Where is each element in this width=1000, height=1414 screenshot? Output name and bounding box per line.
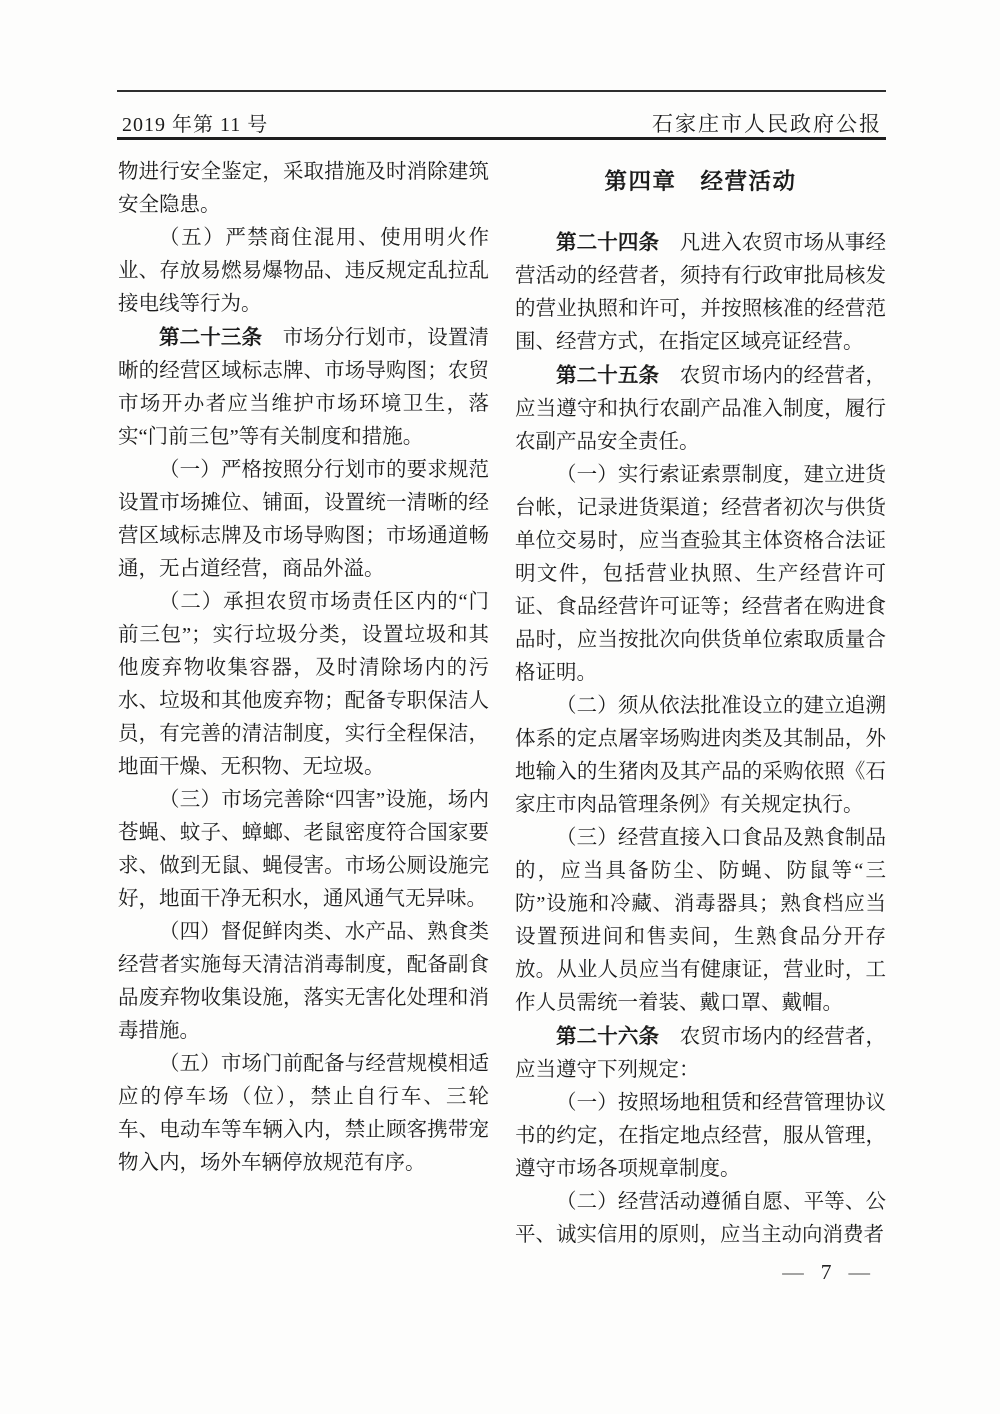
page-footer [782, 1260, 870, 1285]
paragraph: 第二十五条 农贸市场内的经营者，应当遵守和执行农副产品准入制度，履行农副产品安全责任。 [515, 364, 887, 453]
gazette-title: 石家庄市人民政府公报 [652, 112, 882, 136]
paragraph: 第二十六条 农贸市场内的经营者，应当遵守下列规定： [515, 1025, 887, 1081]
paragraph: （二）须从依法批准设立的建立追溯体系的定点屠宰场购进肉类及其制品，外地输入的生猪肉及其产品的采购依照《石家庄市肉品管理条例》有关规定执行。 [515, 695, 886, 816]
right-column-body [515, 226, 886, 1252]
article-number: 第二十四条 [556, 231, 660, 254]
left-column [118, 153, 489, 1252]
paragraph: （二）承担农贸市场责任区内的“门前三包”；实行垃圾分类，设置垃圾和其他废弃物收集容器，及时清除场内的污水、垃圾和其他废弃物；配备专职保洁人员，有完善的清洁制度，实行全程保洁，地面干燥、无积物、无垃圾。 [118, 591, 489, 778]
paragraph: （一）按照场地租赁和经营管理协议书的约定，在指定地点经营，服从管理，遵守市场各项规章制度。 [515, 1092, 886, 1180]
paragraph: （三）经营直接入口食品及熟食制品的，应当具备防尘、防蝇、防鼠等“三防”设施和冷藏、消毒器具；熟食档应当设置预进间和售卖间，生熟食品分开存放。从业人员应当有健康证，营业时，工作人员需统一着装、戴口罩、戴帽。 [515, 827, 886, 1014]
paragraph: （五）市场门前配备与经营规模相适应的停车场（位），禁止自行车、三轮车、电动车等车辆入内，禁止顾客携带宠物入内，场外车辆停放规范有序。 [118, 1053, 489, 1174]
content-columns [118, 153, 886, 1252]
running-head [122, 108, 882, 138]
paragraph: （一）严格按照分行划市的要求规范设置市场摊位、铺面，设置统一清晰的经营区域标志牌及市场导购图；市场通道畅通，无占道经营，商品外溢。 [118, 459, 489, 580]
article-number: 第二十六条 [556, 1025, 660, 1048]
paragraph: 第二十四条 凡进入农贸市场从事经营活动的经营者，须持有行政审批局核发的营业执照和许可，并按照核准的经营范围、经营方式，在指定区域亮证经营。 [515, 231, 887, 353]
paragraph: （二）经营活动遵循自愿、平等、公平、诚实信用的原则，应当主动向消费者 [515, 1191, 886, 1246]
chapter-heading: 第四章 经营活动 [604, 169, 797, 194]
footer-dash-left: — [782, 1260, 804, 1284]
paragraph: （四）督促鲜肉类、水产品、熟食类经营者实施每天清洁消毒制度，配备副食品废弃物收集设施，落实无害化处理和消毒措施。 [118, 921, 489, 1042]
paragraph: （五）严禁商住混用、使用明火作业、存放易燃易爆物品、违反规定乱拉乱接电线等行为。 [118, 227, 489, 315]
paragraph: 第二十三条 市场分行划市，设置清晰的经营区域标志牌、市场导购图；农贸市场开办者应当维护市场环境卫生，落实“门前三包”等有关制度和措施。 [118, 326, 490, 448]
footer-dash-right: — [848, 1260, 870, 1284]
header-top-rule [117, 90, 886, 92]
page-number: 7 [820, 1260, 832, 1284]
article-number: 第二十五条 [556, 364, 660, 387]
paragraph: （一）实行索证索票制度，建立进货台帐，记录进货渠道；经营者初次与供货单位交易时，应当查验其主体资格合法证明文件，包括营业执照、生产经营许可证、食品经营许可证等；经营者在购进食品时，应当按批次向供货单位索取质量合格证明。 [515, 464, 886, 684]
header-bottom-rule [117, 137, 886, 140]
issue-label: 2019 年第 11 号 [122, 114, 269, 136]
article-number: 第二十三条 [159, 326, 263, 349]
right-column [515, 153, 886, 1252]
paragraph: 物进行安全鉴定，采取措施及时消除建筑安全隐患。 [118, 161, 489, 216]
paragraph: （三）市场完善除“四害”设施，场内苍蝇、蚊子、蟑螂、老鼠密度符合国家要求、做到无鼠、蝇侵害。市场公厕设施完好，地面干净无积水，通风通气无异味。 [118, 789, 489, 910]
